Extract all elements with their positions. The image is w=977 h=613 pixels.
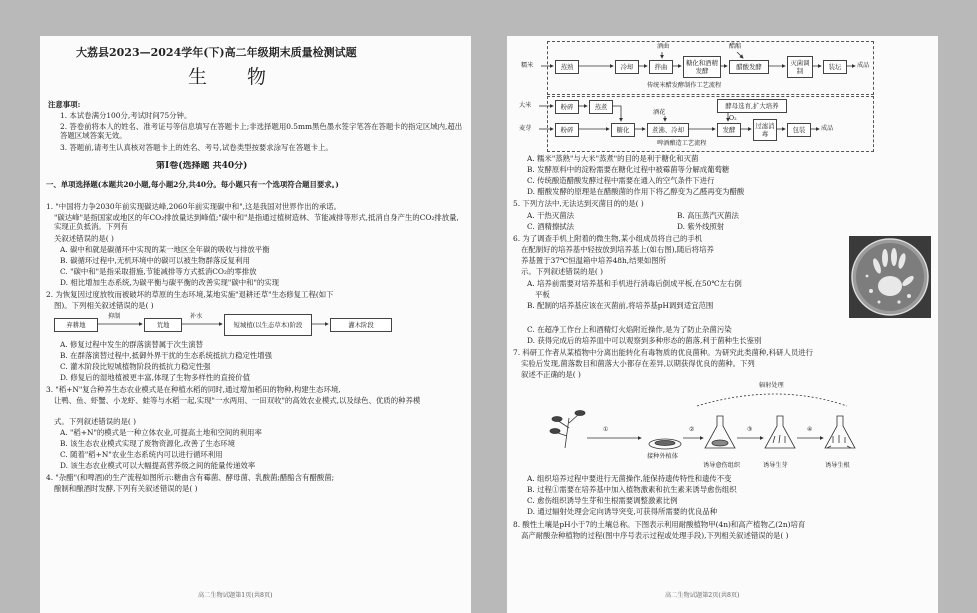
- q3-line-3: 式。下列叙述错误的是( ): [54, 417, 137, 426]
- step-mix-koji: 拌曲: [649, 60, 673, 74]
- step-ferment: 发酵: [717, 123, 741, 137]
- page-2-footer: 高二生物试题第2页(共8页): [665, 592, 740, 599]
- notice-heading: 注意事项:: [48, 100, 81, 109]
- exam-title: 大荔县2023—2024学年(下)高二年级期末质量检测试题: [76, 46, 357, 59]
- q5-option-c: C. 酒精擦拭法: [527, 222, 575, 231]
- q1-option-d: D. 相比增加生态系统,为碳平衡与碳平衡的改善实现"碳中和"的实现: [60, 278, 280, 287]
- flow-herb-stage: 短城植(以生态草本)阶段: [224, 314, 312, 336]
- step-glutinous-rice: 糯米: [521, 62, 534, 69]
- q4-option-a: A. 糯米"蒸熟"与大米"蒸煮"的目的是利于糖化和灭菌: [527, 154, 699, 163]
- q4-line-1: 4. "杂醋"(和啤酒)的生产流程如图所示:糖曲含有霉菌、酵母菌、乳酸菌;醋醅含有醋酸菌;: [46, 473, 335, 482]
- step-saccharify-ferment: 糖化和酒精发酵: [683, 56, 721, 78]
- yeast-culture: 酵母选育,扩大培养: [717, 99, 787, 113]
- q2-line-1: 2. 为恢复因过度放牧而被破坏的草原的生态环境,某地实施"退耕还草"生态修复工程(如下: [46, 290, 334, 299]
- step-sterilize-blend: 灭菌调制: [787, 56, 813, 78]
- beer-flow-arrows: [507, 94, 938, 154]
- vinegar-flow-arrows: [507, 36, 938, 96]
- q8-line-2: 高产耐酸杂种植物的过程(图中序号表示过程或处理手段),下列相关叙述错误的是( ): [521, 531, 789, 540]
- rice-cook: 蒸煮: [589, 100, 613, 114]
- q3-option-a: A. "稻+N"的模式是一种立体农业,可提高土地和空间的利用率: [60, 428, 262, 437]
- q2-option-c: C. 灌木阶段比短城植物阶段的抵抗力稳定性强: [60, 362, 211, 371]
- q6-option-b: B. 配制的培养基应该在灭菌前,将培养基pH调到适宜范围: [527, 301, 714, 310]
- input-label-koji: 酒曲: [657, 43, 670, 50]
- q1-line-1: 1. "中国将力争2030年前实现碳达峰,2060年前实现碳中和",这是我国对世界作出的承诺。: [46, 202, 342, 211]
- q4-option-d: D. 醋酸发酵的原理是在醋酸菌的作用下将乙醇变为乙醛再变为醋酸: [527, 187, 745, 196]
- q1-option-b: B. 碳循环过程中,无机环境中的碳可以被生物群落反复利用: [60, 256, 250, 265]
- step-package: 包装: [787, 123, 811, 137]
- q7-line-2: 实验后发现,菌落数目和菌落大小都存在差异,以期获得优良的菌种。下列: [521, 359, 755, 368]
- q5-option-b: B. 高压蒸汽灭菌法: [677, 211, 739, 220]
- q3-line-1: 3. "稻+N"复合种养生态农业模式是在种植水稻的同时,通过增加稻田的物种,构建生态环境,: [46, 385, 341, 394]
- q7-line-1: 7. 科研工作者从某植物中分离出能转化有毒物质的优良菌种。为研究此类菌种,科研人员进行: [513, 348, 813, 357]
- section-title: 一、单项选择题(本题共20小题,每小题2分,共40分。每小题只有一个选项符合题目要求。): [46, 180, 339, 189]
- label-induce-callus: 诱导愈伤组织: [703, 462, 741, 469]
- q7-option-c: C. 愈伤组织诱导生芽和生根需要调整激素比例: [527, 496, 678, 505]
- q3-option-c: C. 随着"稻+N"农业生态系统内可以进行循环利用: [60, 450, 223, 459]
- step-cool: 冷却: [615, 60, 639, 74]
- step-bottle: 装坛: [823, 60, 847, 74]
- q2-option-a: A. 修复过程中发生的群落演替属于次生演替: [60, 340, 204, 349]
- q4-option-c: C. 传统酿造醋酸发酵过程中需要在通入的空气条件下进行: [527, 176, 715, 185]
- radiation-label: 辐射处理: [759, 382, 784, 389]
- q2-option-d: D. 修复后的湿地植被更丰富,体现了生物多样性的直接价值: [60, 373, 251, 382]
- q7-option-a: A. 组织培养过程中要进行无菌操作,能保持遗传特性和遗传不变: [527, 474, 732, 483]
- page-1-footer: 高二生物试题第1页(共8页): [198, 592, 273, 599]
- oxygen-label: O₂: [729, 115, 737, 122]
- q1-option-c: C. "碳中和"是指采取措施,节能减排等方式抵消CO₂的零排放: [60, 267, 257, 276]
- q1-line-2: "碳达峰"是指国家或地区的年CO₂排放量达到峰值;"碳中和"是指通过植树造林、节能减排等形式,抵消自身产生的CO₂排放量,实现正负抵消。下列有: [54, 213, 459, 231]
- label-induce-root: 诱导生根: [825, 462, 850, 469]
- q6-option-a: A. 培养前需要对培养基和手机进行消毒后倒成平板,在50℃左右倒: [527, 279, 742, 288]
- q2-line-2: 图)。下列相关叙述错误的是( ): [54, 301, 154, 310]
- exam-page-1: [40, 36, 471, 613]
- step-1-marker: ①: [603, 426, 609, 433]
- flow-abandoned-land: 弃耕地: [54, 318, 98, 332]
- q4-line-2: 酿制和酿酒时发酵,下列有关叙述错误的是( ): [54, 484, 198, 493]
- step-filter-disinfect: 过滤消毒: [753, 119, 777, 141]
- petri-dish-handprint-image: [849, 236, 931, 318]
- q3-option-d: D. 该生态农业模式可以大幅提高营养级之间的能量传递效率: [60, 461, 256, 470]
- flow-label-inhibit: 抑制: [108, 313, 121, 320]
- q8-line-1: 8. 酸性土壤是pH小于7的土壤总称。下图表示利用耐酸植物甲(4n)和高产植物乙(2n)培育: [513, 520, 806, 529]
- q5-option-a: A. 干热灭菌法: [527, 211, 574, 220]
- barley-label: 麦芽: [519, 125, 532, 132]
- barley-crush: 粉碎: [555, 123, 579, 137]
- step-boil-cool: 煮沸、冷却: [647, 123, 689, 137]
- q1-line-3: 关叙述错误的是( ): [54, 234, 114, 243]
- step-acetic-ferment: 醋酸发酵: [729, 60, 769, 74]
- subject-title: 生物: [188, 66, 307, 88]
- q6-option-c: C. 在超净工作台上和酒精灯火焰附近操作,是为了防止杂菌污染: [527, 325, 732, 334]
- label-inoculate-explant: 接种外植体: [647, 453, 678, 460]
- q3-line-2: 让鸭、鱼、虾蟹、小龙虾、蛙等与水稻一起,实现"一水两用、一田双收"的高效农业模式,以及绿色、优质的种养模: [54, 396, 421, 405]
- step-4-marker: ④: [807, 426, 813, 433]
- tissue-culture-drawing: [547, 388, 877, 468]
- beer-product: 成品: [821, 125, 834, 132]
- q3-option-b: B. 该生态农业模式实现了废物资源化,改善了生态环境: [60, 439, 236, 448]
- input-label-vinegar-mash: 醋醅: [729, 43, 742, 50]
- q7-line-3: 叙述不正确的是( ): [521, 370, 581, 379]
- q6-line-4: 示。下列叙述错误的是( ): [521, 267, 604, 276]
- exam-page-2: [507, 36, 938, 613]
- q7-option-d: D. 通过辐射处理会定向诱导突变,可获得所需要的优良品种: [527, 507, 718, 516]
- notice-3: 3. 答题前,请考生认真核对答题卡上的姓名、考号,试卷类型按要求涂写在答题卡上。: [60, 143, 333, 152]
- q6-line-2: 在配制好的培养基中轻按放到培养基上(如右图),随后将培养: [521, 245, 714, 254]
- q6-line-1: 6. 为了调查手机上附着的微生物,某小组成员将自己的手机: [513, 234, 703, 243]
- step-3-marker: ③: [747, 426, 753, 433]
- flow-shrub-stage: 灌木阶段: [330, 318, 392, 332]
- q6-option-d: D. 获得完成后的培养皿中可以观察到多种形态的菌落,利于菌种生长鉴别: [527, 336, 762, 345]
- rice-label: 大米: [519, 102, 532, 109]
- step-saccharify: 糖化: [611, 123, 635, 137]
- q5-stem: 5. 下列方法中,无法达到灭菌目的的是( ): [513, 199, 644, 208]
- step-steam: 蒸熟: [555, 60, 579, 74]
- label-induce-shoot: 诱导生芽: [763, 462, 788, 469]
- q4-option-b: B. 发酵原料中的淀粉需要在糖化过程中被霉菌等分解成葡萄糖: [527, 165, 730, 174]
- q2-option-b: B. 在群落演替过程中,抵御外界干扰的生态系统抵抗力稳定性增强: [60, 351, 273, 360]
- notice-2: 2. 答卷前将本人的姓名、准考证号等信息填写在答题卡上;非选择题用0.5mm黑色墨水签字笔答在答题卡的指定区域内,超出答题区域答案无效。: [60, 122, 463, 140]
- flow-wasteland: 荒地: [144, 318, 182, 332]
- step-2-marker: ②: [689, 426, 695, 433]
- beer-flow-caption: 啤酒酿造工艺流程: [657, 140, 707, 147]
- q5-option-d: D. 紫外线照射: [677, 222, 725, 231]
- q1-option-a: A. 碳中和就是碳循环中实现的某一地区全年碳的吸收与排放平衡: [60, 245, 270, 254]
- q6-option-a-cont: 平板: [535, 290, 550, 299]
- q6-line-3: 养基置于37℃恒温箱中培养48h,结果如图所: [521, 256, 667, 265]
- part-title: 第Ⅰ卷(选择题 共40分): [156, 161, 248, 171]
- vinegar-flow-caption: 传统米醋发酵制作工艺流程: [647, 82, 722, 89]
- notice-1: 1. 本试卷满分100分,考试时间75分钟。: [60, 111, 192, 120]
- flow-label-water: 补水: [190, 313, 203, 320]
- rice-crush: 粉碎: [555, 100, 579, 114]
- q7-option-b: B. 过程①需要在培养基中加入植物激素和抗生素来诱导愈伤组织: [527, 485, 737, 494]
- hops-label: 酒花: [653, 109, 666, 116]
- step-product: 成品: [857, 62, 870, 69]
